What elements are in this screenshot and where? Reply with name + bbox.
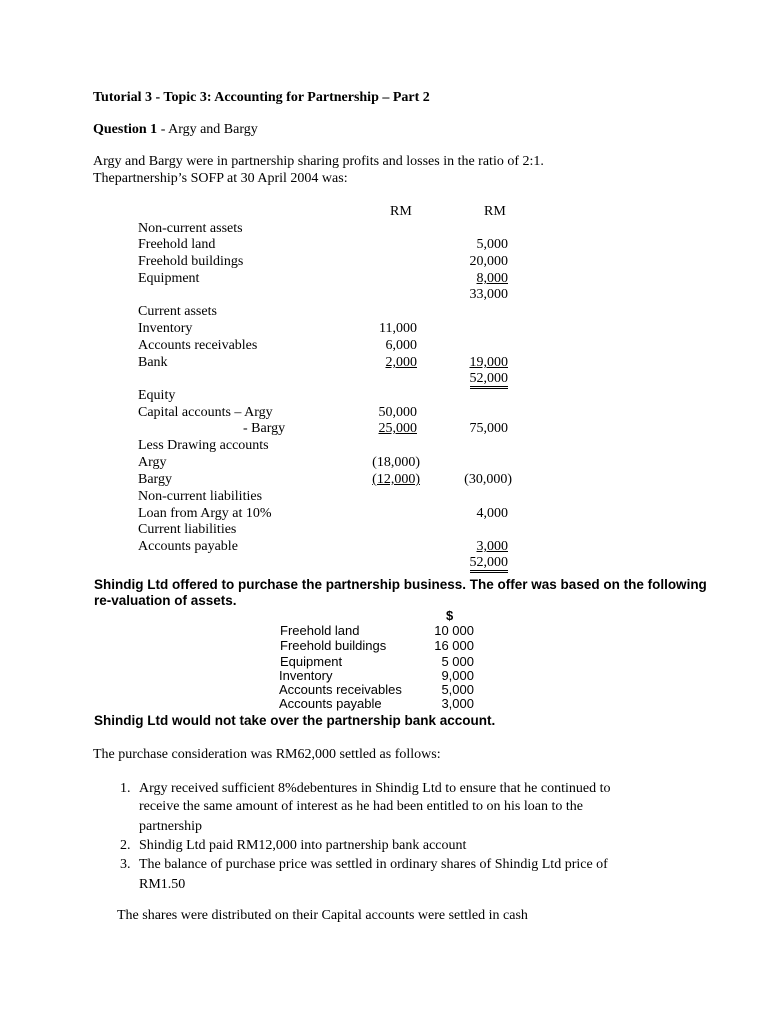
- question-separator: -: [157, 122, 169, 137]
- reval-label: Accounts payable: [279, 696, 382, 711]
- col2-header: RM: [484, 204, 506, 219]
- drawings-heading: Less Drawing accounts: [138, 438, 269, 453]
- reval-value: 5,000: [441, 682, 474, 697]
- payables-label: Accounts payable: [138, 539, 238, 554]
- question-heading: [93, 121, 258, 138]
- intro-line-1: Argy and Bargy were in partnership sharing profits and losses in the ratio of 2:1.: [93, 154, 544, 169]
- row-label: Accounts receivables: [138, 338, 258, 353]
- currency-header: $: [446, 608, 454, 623]
- row-value: 6,000: [385, 338, 417, 353]
- list-item-number: 1.: [120, 781, 131, 796]
- reval-value: 16 000: [434, 638, 474, 653]
- offer-line-1: Shindig Ltd offered to purchase the partnership business. The offer was based on the following: [94, 577, 707, 592]
- offer-line-2: re-valuation of assets.: [94, 593, 237, 608]
- row-label: Inventory: [138, 321, 193, 336]
- question-name: Argy and Bargy: [168, 122, 258, 137]
- consideration-text: The purchase consideration was RM62,000 settled as follows:: [93, 747, 441, 762]
- list-item-number: 3.: [120, 857, 131, 872]
- capital-argy-value: 50,000: [378, 405, 417, 420]
- row-label: Bank: [138, 355, 168, 370]
- row-value: 8,000: [476, 271, 508, 286]
- row-label: Freehold buildings: [138, 254, 244, 269]
- total-equity-liabilities: 52,000: [430, 554, 508, 571]
- drawings-bargy-value: (12,000): [372, 472, 420, 487]
- reval-value: 9,000: [441, 668, 474, 683]
- noncurrent-assets-total: 33,000: [469, 287, 508, 302]
- reval-value: 3,000: [441, 696, 474, 711]
- row-label: Freehold land: [138, 237, 216, 252]
- col1-header: RM: [390, 204, 412, 219]
- row-value: 11,000: [379, 321, 417, 336]
- reval-label: Inventory: [279, 668, 333, 683]
- reval-label: Freehold buildings: [280, 638, 387, 653]
- current-liabilities-heading: Current liabilities: [138, 522, 237, 537]
- drawings-total: (30,000): [464, 472, 512, 487]
- noncurrent-assets-heading: Non-current assets: [138, 221, 243, 236]
- row-value: 20,000: [469, 254, 508, 269]
- reval-label: Equipment: [280, 654, 343, 669]
- row-value: 2,000: [385, 355, 417, 370]
- reval-value: 5 000: [441, 654, 474, 669]
- loan-value: 4,000: [476, 506, 508, 521]
- row-value: 19,000: [469, 355, 508, 370]
- row-label: Equipment: [138, 271, 200, 286]
- payables-value: 3,000: [476, 539, 508, 554]
- noncurrent-liabilities-heading: Non-current liabilities: [138, 489, 263, 504]
- list-item-line: The balance of purchase price was settled in ordinary shares of Shindig Ltd price of: [139, 857, 608, 872]
- list-item-line: RM1.50: [139, 877, 186, 892]
- drawings-argy-value: (18,000): [372, 455, 420, 470]
- list-item-line: partnership: [139, 819, 202, 834]
- capital-bargy-value: 25,000: [378, 421, 417, 436]
- current-assets-heading: Current assets: [138, 304, 217, 319]
- total-assets: 52,000: [430, 370, 508, 387]
- list-item-line: receive the same amount of interest as he had been entitled to on his loan to the: [139, 799, 583, 814]
- reval-label: Accounts receivables: [279, 682, 402, 697]
- offer-note: Shindig Ltd would not take over the partnership bank account.: [94, 713, 496, 728]
- list-item-number: 2.: [120, 838, 131, 853]
- equity-heading: Equity: [138, 388, 176, 403]
- intro-line-2: Thepartnership’s SOFP at 30 April 2004 was:: [93, 171, 348, 186]
- drawings-bargy-label: Bargy: [138, 472, 172, 487]
- row-value: 5,000: [476, 237, 508, 252]
- loan-label: Loan from Argy at 10%: [138, 506, 272, 521]
- drawings-argy-label: Argy: [138, 455, 167, 470]
- capital-bargy-label: - Bargy: [243, 421, 286, 436]
- reval-label: Freehold land: [280, 623, 360, 638]
- closing-text: The shares were distributed on their Capital accounts were settled in cash: [117, 908, 528, 923]
- capital-argy-label: Capital accounts – Argy: [138, 405, 273, 420]
- question-label: Question 1: [93, 122, 158, 137]
- list-item-line: Shindig Ltd paid RM12,000 into partnership bank account: [139, 838, 467, 853]
- page-title: Tutorial 3 - Topic 3: Accounting for Partnership – Part 2: [93, 90, 430, 105]
- capital-total: 75,000: [469, 421, 508, 436]
- list-item-line: Argy received sufficient 8%debentures in Shindig Ltd to ensure that he continued to: [139, 781, 611, 796]
- reval-value: 10 000: [434, 623, 474, 638]
